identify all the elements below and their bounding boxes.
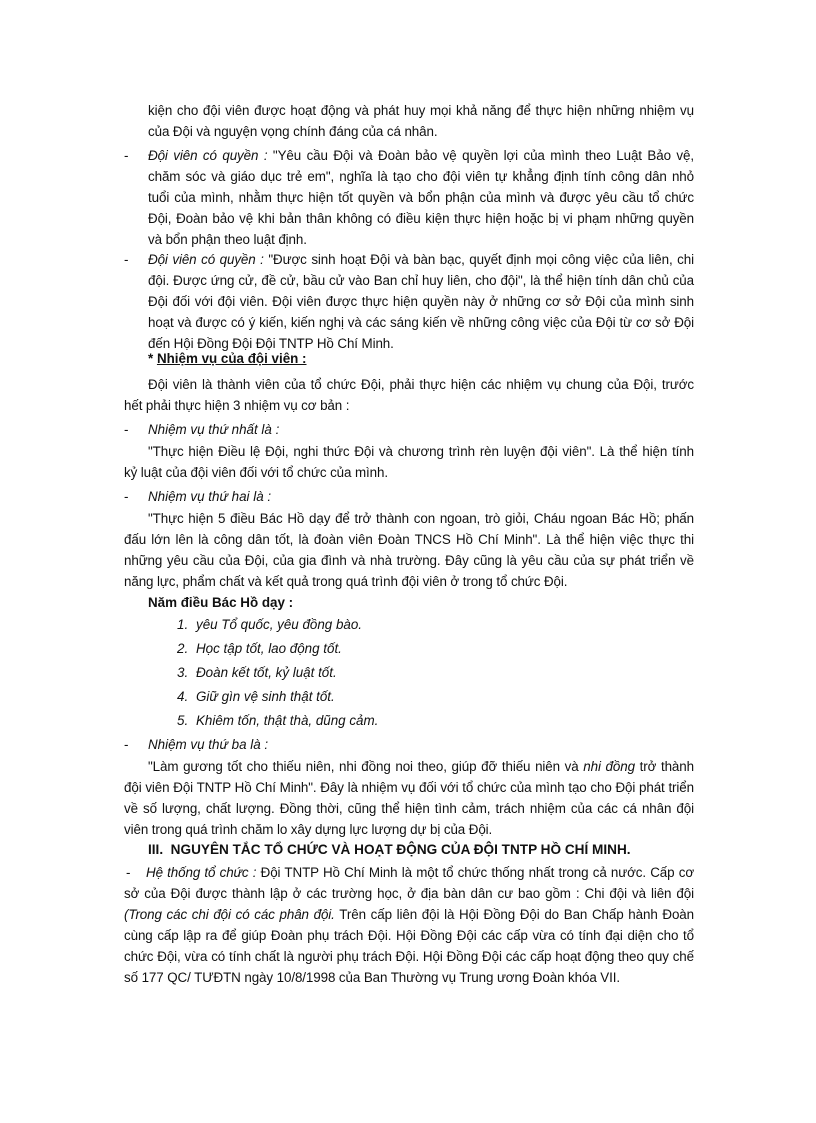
- bullet-dash: -: [124, 148, 129, 163]
- text-line: về số lượng, chất lượng. Đồng thời, cũng thể hiện tình cảm, trách nhiệm của các cá nhân đội: [124, 801, 694, 816]
- text-segment: Trên cấp liên đội là Hội Đồng Đội do Ban Chấp hành Đoàn: [334, 907, 695, 922]
- list-number: 5.: [177, 713, 189, 728]
- text-line: đấu lớn lên là công dân tốt, là đoàn viên Đoàn TNCS Hồ Chí Minh". Là thể hiện việc thực thi: [124, 532, 694, 547]
- bullet-dash: -: [124, 252, 129, 267]
- text-line: Đội viên là thành viên của tổ chức Đội, phải thực hiện các nhiệm vụ chung của Đội, trước: [148, 377, 694, 392]
- task-3-text: [148, 756, 694, 777]
- text-line: kiện cho đội viên được hoạt động và phát huy mọi khả năng để thực hiện những nhiệm vụ: [148, 103, 694, 118]
- text-line: hết phải thực hiện 3 nhiệm vụ cơ bản :: [124, 398, 350, 413]
- heading-text: Nhiệm vụ của đội viên :: [156, 351, 307, 366]
- text-line: chăm sóc và giáo dục trẻ em", nghĩa là tạo cho đội viên tự khẳng định tính công dân nhỏ: [148, 169, 694, 184]
- rights-paragraph-1: [148, 145, 694, 250]
- list-item: Đoàn kết tốt, kỷ luật tốt.: [196, 665, 337, 680]
- text-line: và bổn phận theo luật định.: [148, 232, 307, 247]
- text-segment: Đội TNTP Hồ Chí Minh là một tổ chức thống nhất trong cả nước. Cấp cơ: [260, 865, 695, 880]
- text-segment: nhi đồng: [583, 759, 635, 774]
- list-item: Học tập tốt, lao động tốt.: [196, 641, 342, 656]
- duty-intro: [148, 374, 694, 395]
- text-segment: "Yêu cầu Đội và Đoàn bảo vệ quyền lợi của mình theo Luật Bảo vệ,: [272, 148, 694, 163]
- text-line: đến Hội Đồng Đội Đội TNTP Hồ Chí Minh.: [148, 336, 394, 351]
- list-item: yêu Tổ quốc, yêu đồng bào.: [196, 617, 363, 632]
- text-segment: "Được sinh hoạt Đội và bàn bạc, quyết định mọi công việc của liên, chi: [268, 252, 694, 267]
- list-number: 3.: [177, 665, 189, 680]
- list-item: Giữ gìn vệ sinh thật tốt.: [196, 689, 335, 704]
- task-1-text: [148, 441, 694, 462]
- list-number: 4.: [177, 689, 189, 704]
- list-number: 1.: [177, 617, 189, 632]
- duty-intro-cont: [124, 395, 694, 416]
- task-2-text: [148, 508, 694, 529]
- system-text: [124, 883, 694, 988]
- bullet-dash: -: [124, 422, 129, 437]
- list-item: Khiêm tốn, thật thà, dũng cảm.: [196, 713, 379, 728]
- text-line: cùng cấp lập ra để giúp Đoàn phụ trách Đội. Hội Đồng Đội các cấp vừa có tính đại diện cho tổ: [124, 928, 694, 943]
- task-2-label: Nhiệm vụ thứ hai là :: [148, 489, 272, 504]
- text-line: [124, 904, 694, 925]
- text-line: Đội đối với đội viên. Đội viên được thực hiện quyền này ở những cơ sở Đội của mình sinh: [148, 294, 694, 309]
- bullet-dash: -: [124, 489, 129, 504]
- text-line: "Thực hiện 5 điều Bác Hồ dạy để trở thành con ngoan, trò giỏi, Cháu ngoan Bác Hồ; phấn: [148, 511, 694, 526]
- text-segment: (Trong các chi đội có các phân đội.: [124, 907, 335, 922]
- task-3-label: Nhiệm vụ thứ ba là :: [148, 737, 269, 752]
- text-line: [148, 756, 694, 777]
- task-3-text-cont: [124, 777, 694, 840]
- text-line: [146, 862, 694, 883]
- section-title: NGUYÊN TẮC TỔ CHỨC VÀ HOẠT ĐỘNG CỦA ĐỘI TNTP HỒ CHÍ MINH.: [170, 842, 631, 857]
- section-number: III.: [148, 842, 164, 857]
- text-segment: "Làm gương tốt cho thiếu niên, nhi đồng noi theo, giúp đỡ thiếu niên và: [148, 759, 584, 774]
- duty-heading: [148, 348, 307, 369]
- text-line: số 177 QC/ TƯĐTN ngày 10/8/1998 của Ban Thường vụ Trung ương Đoàn khóa VII.: [124, 970, 620, 985]
- task-2-text-cont: [124, 529, 694, 592]
- system-text-first: [146, 862, 694, 883]
- text-segment: trở thành: [634, 759, 694, 774]
- heading-star: *: [148, 351, 157, 366]
- paragraph-continuation: [148, 100, 694, 142]
- rights-paragraph-2: [148, 249, 694, 354]
- five-teachings-heading: Năm điều Bác Hồ dạy :: [148, 595, 294, 610]
- bullet-dash: -: [124, 737, 129, 752]
- text-line: sở của Đội được thành lập ở các trường học, ở địa bàn dân cư bao gồm : Chi đội và liên đội: [124, 886, 694, 901]
- section-heading-3: [148, 839, 631, 860]
- text-line: [148, 249, 694, 270]
- list-number: 2.: [177, 641, 189, 656]
- rights-label: Đội viên có quyền :: [148, 252, 264, 267]
- text-line: đội. Được ứng cử, đề cử, bầu cử vào Ban chỉ huy liên, cho đội", là thể hiện tính dân chủ của: [148, 273, 694, 288]
- text-line: của Đội và nguyện vọng chính đáng của cá nhân.: [148, 124, 438, 139]
- task-1-label: Nhiệm vụ thứ nhất là :: [148, 422, 280, 437]
- text-line: viên trong quá trình chăm lo xây dựng lực lượng dự bị của Đội.: [124, 822, 493, 837]
- text-line: đội viên Đội TNTP Hồ Chí Minh". Đây là nhiệm vụ đối với tổ chức của mình tạo cho Đội phát triển: [124, 780, 694, 795]
- text-line: [148, 145, 694, 166]
- text-line: tuổi của mình, nhằm thực hiện tốt quyền và bổn phận của mình và được yêu cầu tổ chức: [148, 190, 694, 205]
- text-line: kỷ luật của đội viên đối với tổ chức của mình.: [124, 465, 388, 480]
- bullet-dash: -: [126, 865, 131, 880]
- text-line: năng lực, phẩm chất và kết quả trong quá trình đội viên ở trong tổ chức Đội.: [124, 574, 568, 589]
- text-line: "Thực hiện Điều lệ Đội, nghi thức Đội và chương trình rèn luyện đội viên". Là thể hiện tính: [148, 444, 694, 459]
- rights-label: Đội viên có quyền :: [148, 148, 268, 163]
- text-line: chức Đội, vừa có tính chất là người phụ trách Đội. Hội Đồng Đội các cấp hoạt động theo quy chế: [124, 949, 694, 964]
- system-label: Hệ thống tổ chức :: [146, 865, 257, 880]
- task-1-text-cont: [124, 462, 694, 483]
- text-line: hoạt và được có ý kiến, kiến nghị và các sáng kiến về những công việc của Đội từ cơ sở Đội: [148, 315, 694, 330]
- text-line: Đội, Đoàn bảo vệ khi bản thân không có điều kiện thực hiện hoặc bị vi phạm những quyền: [148, 211, 694, 226]
- text-line: những yêu cầu của Đội, của gia đình và nhà trường. Đây cũng là yêu cầu của sự phát triển về: [124, 553, 694, 568]
